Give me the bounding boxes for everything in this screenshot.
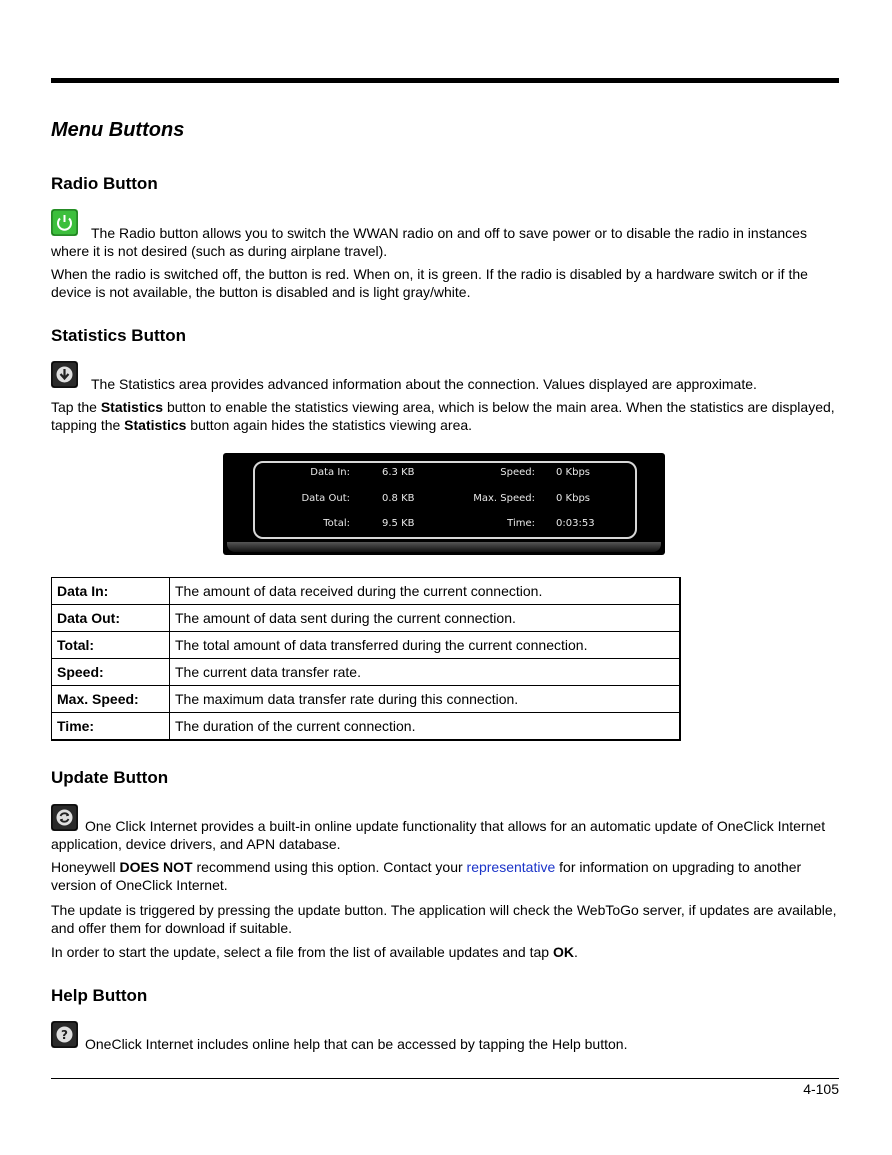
table-description: The duration of the current connection. [170,713,681,741]
table-description: The amount of data received during the current connection. [170,578,681,605]
table-term: Speed: [52,659,170,686]
table-term: Data In: [52,578,170,605]
panel-speed-label: Speed: [500,467,535,478]
radio-description: The Radio button allows you to switch the WWAN radio on and off to save power or to disable the radio in instances where it is not desired (such as during airplane travel). [51,225,807,259]
panel-time-value: 0:03:53 [556,518,595,529]
statistics-panel-base [227,542,661,552]
section-title: Menu Buttons [51,119,185,141]
update-instructions: In order to start the update, select a file from the list of available updates and tap OK. [51,944,578,960]
help-heading: Help Button [51,986,148,1005]
table-description: The current data transfer rate. [170,659,681,686]
table-row [52,578,681,605]
help-description: OneClick Internet includes online help that can be accessed by tapping the Help button. [85,1036,628,1052]
table-description: The maximum data transfer rate during this connection. [170,686,681,713]
panel-data-out-label: Data Out: [301,493,350,504]
table-term: Data Out: [52,605,170,632]
table-row [52,686,681,713]
statistics-definitions-table [51,577,681,741]
statistics-description: The Statistics area provides advanced information about the connection. Values displayed are approximate. [91,376,757,392]
radio-state-description: When the radio is switched off, the button is red. When on, it is green. If the radio is disabled by a hardware switch or if the device is not available, the button is disabled and is light gray/white. [51,266,808,300]
representative-link[interactable]: representative [466,859,556,875]
arrow-down-icon [51,361,78,388]
table-term: Max. Speed: [52,686,170,713]
statistics-panel-image [223,453,665,555]
panel-total-value: 9.5 KB [382,518,415,529]
table-row [52,713,681,741]
table-description: The amount of data sent during the current connection. [170,605,681,632]
table-row [52,659,681,686]
question-icon [51,1021,78,1048]
panel-data-out-value: 0.8 KB [382,493,415,504]
update-trigger-description: The update is triggered by pressing the update button. The application will check the WebToGo server, if updates are available, and offer them for download if suitable. [51,902,837,936]
panel-max-speed-value: 0 Kbps [556,493,591,504]
panel-data-in-value: 6.3 KB [382,467,415,478]
panel-max-speed-label: Max. Speed: [473,493,535,504]
panel-data-in-label: Data In: [310,467,350,478]
table-description: The total amount of data transferred during the current connection. [170,632,681,659]
svg-text:?: ? [61,1028,68,1042]
table-row [52,605,681,632]
panel-speed-value: 0 Kbps [556,467,591,478]
statistics-usage: Tap the Statistics button to enable the statistics viewing area, which is below the main area. When the statistics are displayed, tapping the Statistics button again hides the statistics viewing area. [51,399,835,433]
update-description: One Click Internet provides a built-in online update functionality that allows for an automatic update of OneClick Internet application, device drivers, and APN database. [51,818,826,852]
update-heading: Update Button [51,768,169,787]
statistics-heading: Statistics Button [51,326,187,345]
bottom-rule [51,1078,839,1079]
panel-time-label: Time: [507,518,535,529]
table-row [52,632,681,659]
radio-heading: Radio Button [51,174,158,193]
update-recommendation: Honeywell DOES NOT recommend using this option. Contact your representative for information on upgrading to another version of OneClick Internet. [51,859,802,893]
top-rule [51,78,839,83]
table-term: Total: [52,632,170,659]
table-term: Time: [52,713,170,741]
panel-total-label: Total: [323,518,350,529]
page-number: 4-105 [803,1081,839,1097]
